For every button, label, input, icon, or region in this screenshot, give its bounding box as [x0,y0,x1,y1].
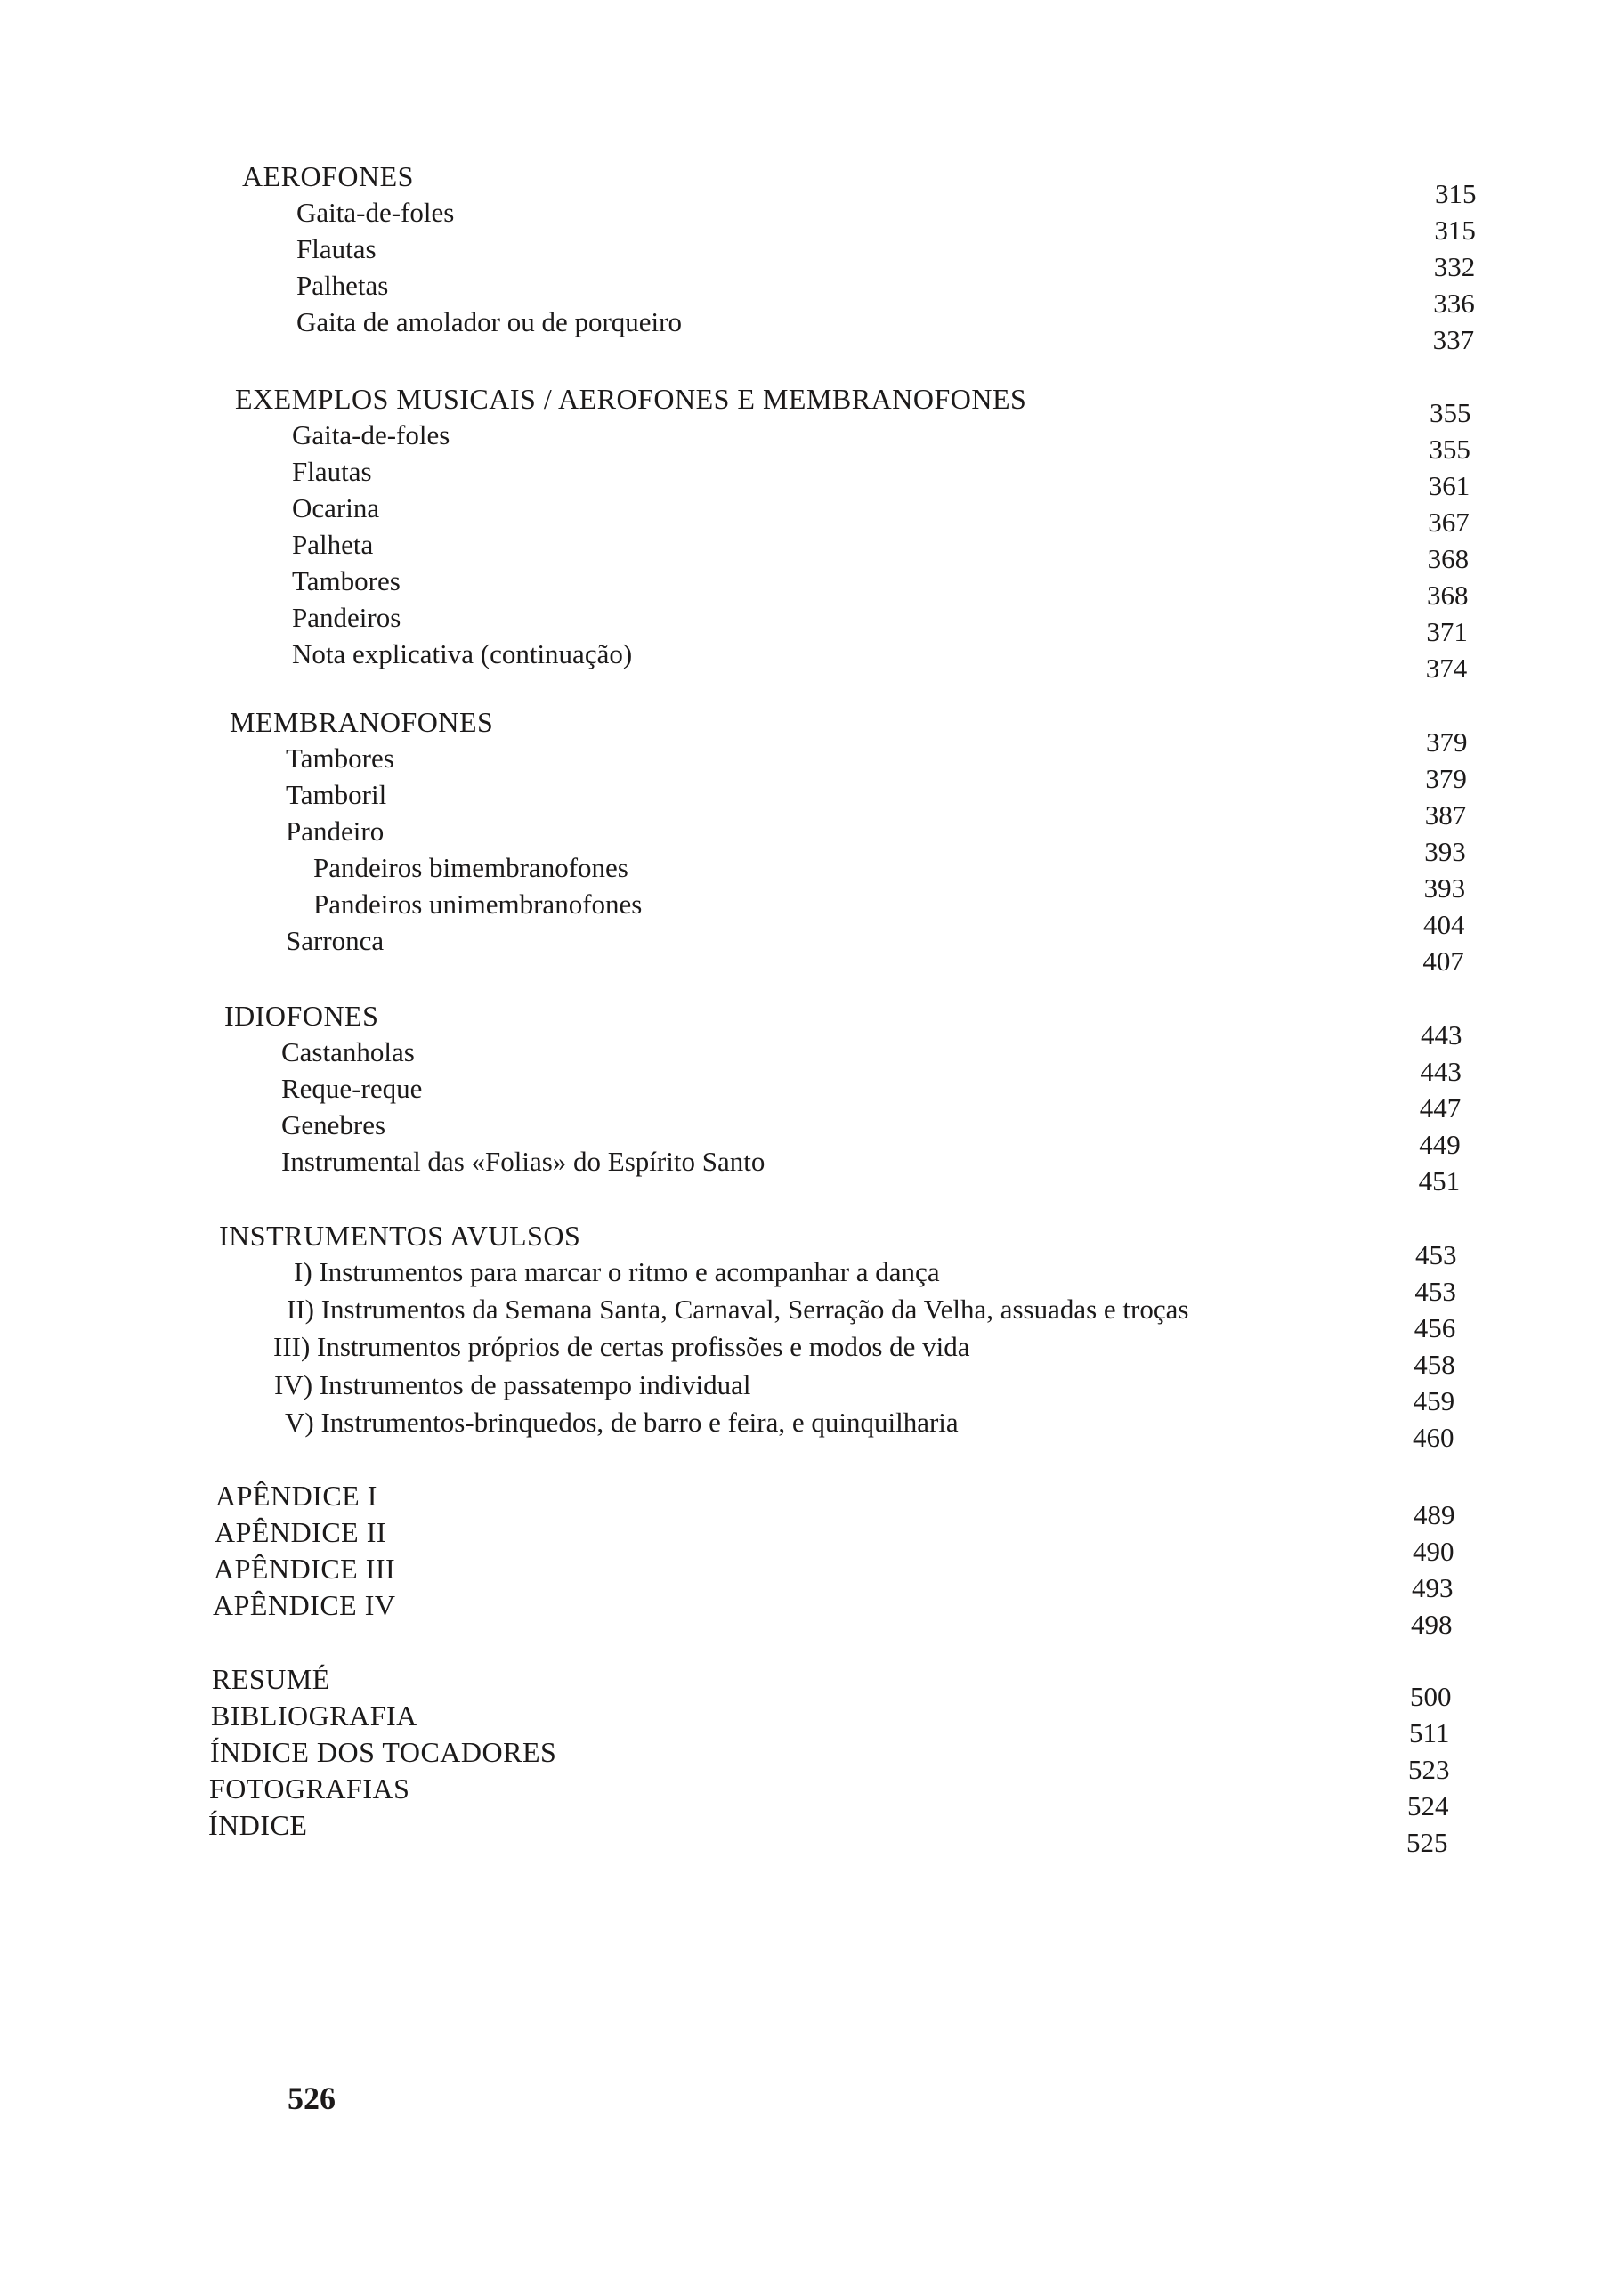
toc-entry[interactable]: IV) Instrumentos de passatempo individual [274,1368,751,1400]
toc-page-number: 368 [1427,543,1470,574]
toc-page-number: 374 [1425,653,1468,684]
toc-page-number: 524 [1407,1790,1449,1821]
toc-page-number: 393 [1424,836,1466,867]
toc-appendix[interactable]: APÊNDICE III [214,1553,396,1585]
toc-entry[interactable]: Ocarina [292,492,380,523]
toc-entry[interactable]: V) Instrumentos-brinquedos, de barro e feira, e quinquilharia [285,1406,959,1438]
toc-page-number: 489 [1414,1499,1455,1530]
toc-entry[interactable]: II) Instrumentos da Semana Santa, Carnaval, Serração da Velha, assuadas e troças [287,1294,1189,1326]
toc-page-number: 447 [1419,1092,1462,1124]
toc-page-number: 453 [1415,1239,1457,1270]
toc-section-heading[interactable]: AEROFONES [242,160,414,192]
toc-entry[interactable]: Gaita-de-foles [296,197,455,228]
toc-page-number: 371 [1426,616,1468,647]
toc-page-number: 458 [1414,1349,1455,1380]
toc-section-heading[interactable]: INSTRUMENTOS AVULSOS [219,1220,581,1252]
toc-entry[interactable]: Pandeiro [286,815,385,847]
toc-entry[interactable]: Nota explicativa (continuação) [292,638,633,669]
toc-page-number: 460 [1413,1422,1454,1453]
toc-entry[interactable]: Pandeiros [292,602,401,633]
toc-page-number: 393 [1423,872,1466,904]
toc-backmatter[interactable]: ÍNDICE [208,1809,308,1841]
toc-page-number: 523 [1408,1754,1450,1785]
toc-appendix[interactable]: APÊNDICE IV [213,1589,396,1621]
toc-page-number: 337 [1432,324,1475,355]
toc-page-number: 500 [1410,1681,1452,1712]
toc-page-number: 361 [1428,470,1470,501]
toc-entry[interactable]: Tambores [286,742,394,774]
toc-page-number: 368 [1427,580,1469,611]
toc-page-number: 332 [1433,251,1476,282]
toc-page-number: 379 [1426,726,1468,758]
page-number: 526 [288,2081,336,2116]
toc-entry[interactable]: Palheta [292,529,374,560]
toc-section-heading[interactable]: IDIOFONES [224,1000,379,1032]
toc-backmatter[interactable]: BIBLIOGRAFIA [211,1700,417,1732]
toc-page-number: 315 [1435,178,1477,209]
toc-page-number: 367 [1428,507,1470,538]
toc-section-heading[interactable]: EXEMPLOS MUSICAIS / AEROFONES E MEMBRANOFONES [235,383,1027,415]
toc-page-number: 449 [1419,1129,1461,1160]
toc-appendix[interactable]: APÊNDICE I [215,1480,377,1512]
toc-entry[interactable]: Tambores [292,565,401,596]
toc-page-number: 443 [1420,1056,1462,1087]
toc-page-number: 355 [1429,434,1470,465]
toc-page-number: 490 [1413,1536,1454,1567]
toc-page-number: 315 [1434,215,1476,246]
toc-entry[interactable]: Genebres [281,1109,386,1140]
toc-page-number: 407 [1422,945,1464,977]
toc-backmatter[interactable]: FOTOGRAFIAS [209,1773,410,1805]
toc-entry[interactable]: Flautas [292,456,372,487]
toc-page-number: 459 [1413,1385,1455,1416]
toc-entry[interactable]: Castanholas [281,1036,415,1067]
toc-page-number: 336 [1433,288,1475,319]
toc-entry[interactable]: Flautas [296,233,377,264]
toc-page-number: 379 [1425,763,1467,794]
toc-page-number: 443 [1421,1019,1462,1051]
toc-entry[interactable]: Pandeiros unimembranofones [313,888,643,920]
toc-entry[interactable]: Gaita de amolador ou de porqueiro [296,306,682,337]
toc-page-number: 493 [1412,1572,1454,1603]
toc-page-number: 498 [1411,1609,1453,1640]
toc-entry[interactable]: Gaita-de-foles [292,419,450,450]
toc-entry[interactable]: Pandeiros bimembranofones [313,852,628,883]
toc-page-number: 404 [1423,909,1465,940]
toc-section-heading[interactable]: MEMBRANOFONES [230,706,494,738]
toc-appendix[interactable]: APÊNDICE II [215,1516,387,1548]
toc-page-number: 387 [1424,799,1467,831]
toc-page-number: 453 [1414,1276,1456,1307]
toc-entry[interactable]: Sarronca [286,925,385,956]
toc-backmatter[interactable]: ÍNDICE DOS TOCADORES [210,1736,557,1768]
toc-page-number: 451 [1418,1165,1461,1197]
toc-entry[interactable]: Tamboril [286,779,387,810]
toc-entry[interactable]: I) Instrumentos para marcar o ritmo e acompanhar a dança [294,1256,940,1287]
toc-entry[interactable]: III) Instrumentos próprios de certas profissões e modos de vida [273,1331,970,1363]
toc-page-number: 525 [1406,1827,1448,1858]
toc-page-number: 511 [1409,1717,1450,1748]
toc-entry[interactable]: Palhetas [296,270,389,301]
toc-page-number: 355 [1430,397,1471,428]
toc-entry[interactable]: Reque-reque [281,1073,423,1104]
toc-entry[interactable]: Instrumental das «Folias» do Espírito Santo [281,1146,765,1177]
toc-page-number: 456 [1414,1312,1456,1343]
toc-backmatter[interactable]: RESUMÉ [212,1663,330,1695]
